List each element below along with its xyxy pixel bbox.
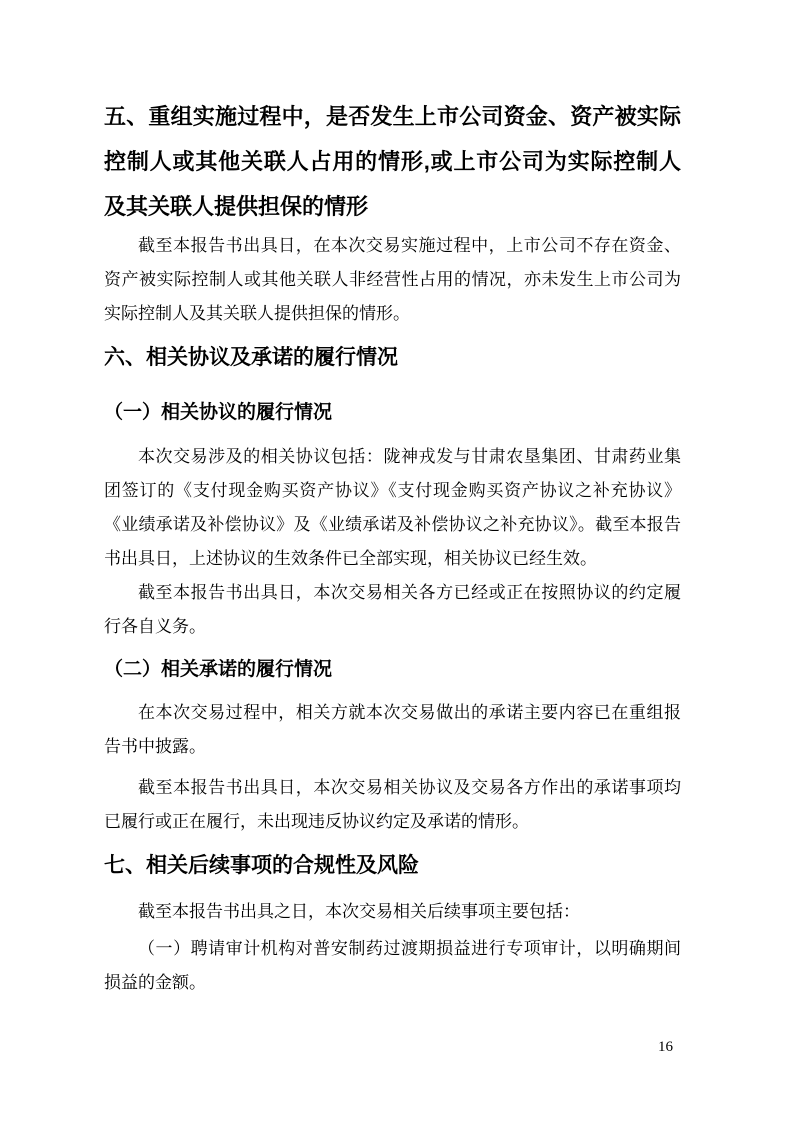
section-6-sub-2-paragraph-2: 截至本报告书出具日，本次交易相关协议及交易各方作出的承诺事项均已履行或正在履行，未出现违反协议约定及承诺的情形。 [104, 778, 681, 831]
section-6-heading: 六、相关协议及承诺的履行情况 [104, 346, 398, 369]
section-6-sub-1-paragraph-1: 本次交易涉及的相关协议包括：陇神戎发与甘肃农垦集团、甘肃药业集团签订的《支付现金购买资产协议》《支付现金购买资产协议之补充协议》《业绩承诺及补偿协议》及《业绩承诺及补偿协议之补充协议》。截至本报告书出具日，上述协议的生效条件已全部实现，相关协议已经生效。 [104, 447, 681, 568]
section-7-heading: 七、相关后续事项的合规性及风险 [104, 854, 419, 877]
section-6-sub-2-heading: （二）相关承诺的履行情况 [104, 659, 333, 680]
section-7-paragraph-1: 截至本报告书出具之日，本次交易相关后续事项主要包括： [138, 902, 580, 921]
section-6-sub-1-heading: （一）相关协议的履行情况 [104, 402, 333, 423]
section-6-sub-1-paragraph-2: 截至本报告书出具日，本次交易相关各方已经或正在按照协议的约定履行各自义务。 [104, 583, 681, 636]
page-number: 16 [658, 1039, 673, 1055]
section-5-paragraph: 截至本报告书出具日，在本次交易实施过程中，上市公司不存在资金、资产被实际控制人或其他关联人非经营性占用的情况，亦未发生上市公司为实际控制人及其关联人提供担保的情形。 [104, 236, 681, 323]
section-5-heading: 五、重组实施过程中，是否发生上市公司资金、资产被实际控制人或其他关联人占用的情形,或上市公司为实际控制人及其关联人提供担保的情形 [104, 104, 681, 219]
section-7-paragraph-2: （一）聘请审计机构对普安制药过渡期损益进行专项审计，以明确期间损益的金额。 [104, 939, 681, 992]
section-6-sub-2-paragraph-1: 在本次交易过程中，相关方就本次交易做出的承诺主要内容已在重组报告书中披露。 [104, 703, 681, 756]
